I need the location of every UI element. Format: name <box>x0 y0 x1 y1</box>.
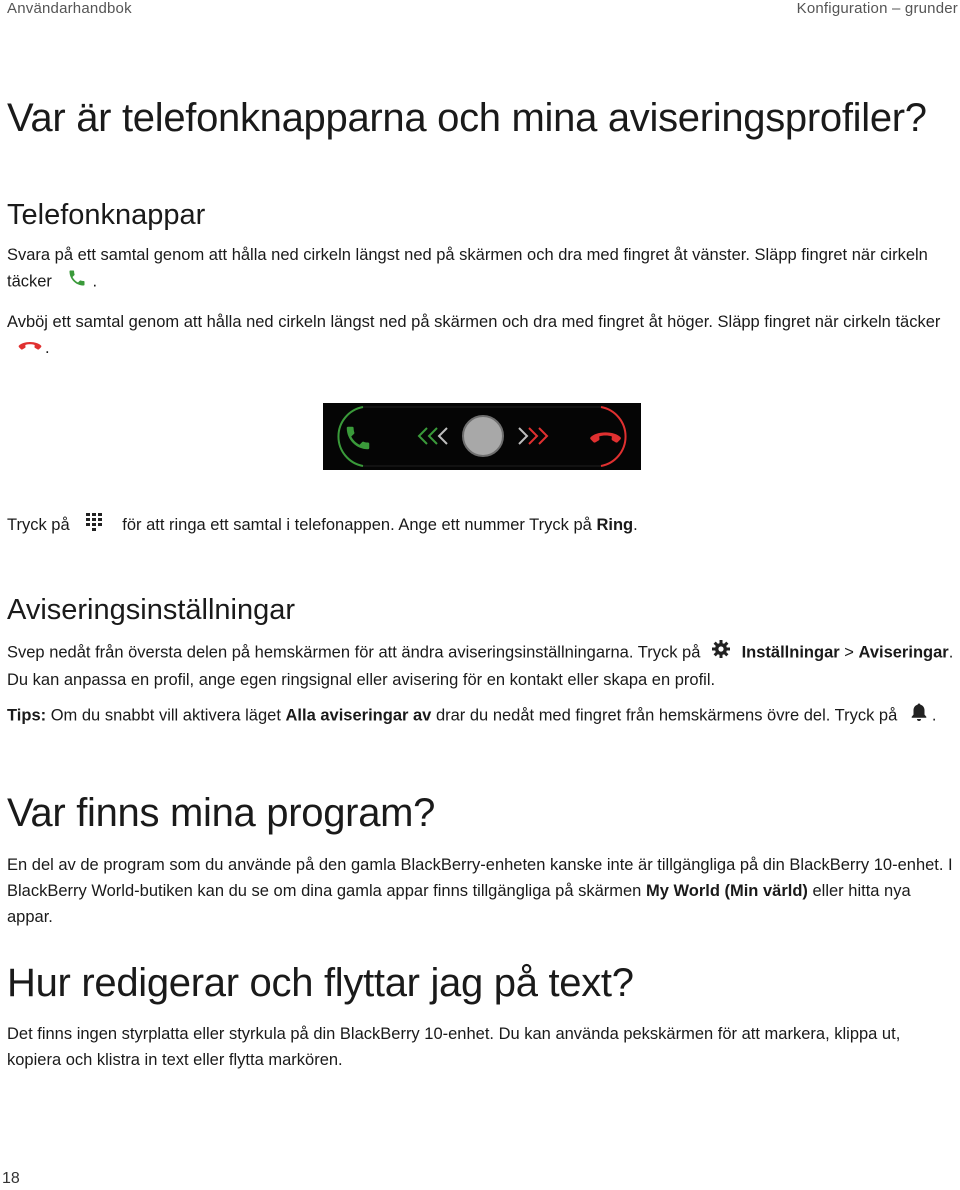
gear-icon <box>711 639 731 667</box>
section-heading-edit-text: Hur redigerar och flyttar jag på text? <box>7 961 634 1005</box>
apps-text-2: eller hitta nya appar. <box>7 882 911 926</box>
section-heading-phone-buttons: Telefonknappar <box>7 199 206 231</box>
tip-label: Tips: <box>7 706 47 725</box>
header-section-title: Konfiguration – grunder <box>796 0 958 17</box>
callbar-slider-circle <box>463 416 503 456</box>
dialpad-icon <box>86 513 102 539</box>
header-doc-title: Användarhandbok <box>7 0 132 17</box>
tip-text-1: Om du snabbt vill aktivera läget <box>50 706 281 725</box>
section-heading-apps: Var finns mina program? <box>7 791 436 835</box>
notifications-text-2: . Du kan anpassa en profil, ange egen ringsignal eller avisering för en kontakt eller skapa en profil. <box>7 643 954 689</box>
all-notifications-off-label: Alla aviseringar av <box>285 706 432 725</box>
bell-icon <box>910 702 928 730</box>
apps-text-1: En del av de program som du använde på den gamla BlackBerry-enheten kanske inte är tillgängliga på din BlackBerry 10-enhet. I BlackBerry World-butiken kan du se om dina gamla appar finns tillgängliga på skärmen <box>7 856 953 900</box>
tip-text-3: . <box>931 706 937 725</box>
dial-text-3: . <box>633 516 638 534</box>
edit-paragraph: Det finns ingen styrplatta eller styrkula på din BlackBerry 10-enhet. Du kan använda pekskärmen för att markera, klippa ut, kopiera och klistra in text eller flytta markören. <box>7 1025 901 1069</box>
page-title: Var är telefonknapparna och mina aviseringsprofiler? <box>7 96 927 140</box>
settings-label: Inställningar <box>741 643 840 662</box>
section-heading-notifications: Aviseringsinställningar <box>7 594 296 626</box>
notifications-text-1: Svep nedåt från översta delen på hemskärmen för att ändra aviseringsinställningarna. Tryck på <box>7 643 701 662</box>
decline-text-end: . <box>45 339 50 357</box>
incoming-call-slider-image <box>323 403 641 470</box>
decline-phone-icon <box>17 336 43 362</box>
ring-label: Ring <box>596 516 634 534</box>
answer-phone-icon <box>67 268 87 296</box>
decline-text: Avböj ett samtal genom att hålla ned cirkeln längst ned på skärmen och dra med fingret åt höger. Släpp fingret när cirkeln täcker <box>7 313 941 331</box>
dial-paragraph <box>7 512 957 539</box>
dial-text-2: för att ringa ett samtal i telefonappen. Ange ett nummer Tryck på <box>122 516 592 534</box>
answer-text-end: . <box>92 272 98 291</box>
notifications-label: Aviseringar <box>858 643 949 662</box>
dial-text-1: Tryck på <box>7 516 70 534</box>
decline-paragraph <box>7 309 957 362</box>
path-separator: > <box>844 643 854 662</box>
answer-paragraph <box>7 242 957 296</box>
answer-text: Svara på ett samtal genom att hålla ned cirkeln längst ned på skärmen och dra med fingret åt vänster. Släpp fingret när cirkeln täcker <box>7 246 928 291</box>
my-world-label: My World (Min värld) <box>645 882 808 900</box>
notifications-paragraph <box>7 639 957 693</box>
apps-paragraph <box>7 852 957 930</box>
tip-paragraph <box>7 702 957 730</box>
tip-text-2: drar du nedåt med fingret från hemskärmens övre del. Tryck på <box>435 706 898 725</box>
page-number: 18 <box>2 1170 20 1187</box>
